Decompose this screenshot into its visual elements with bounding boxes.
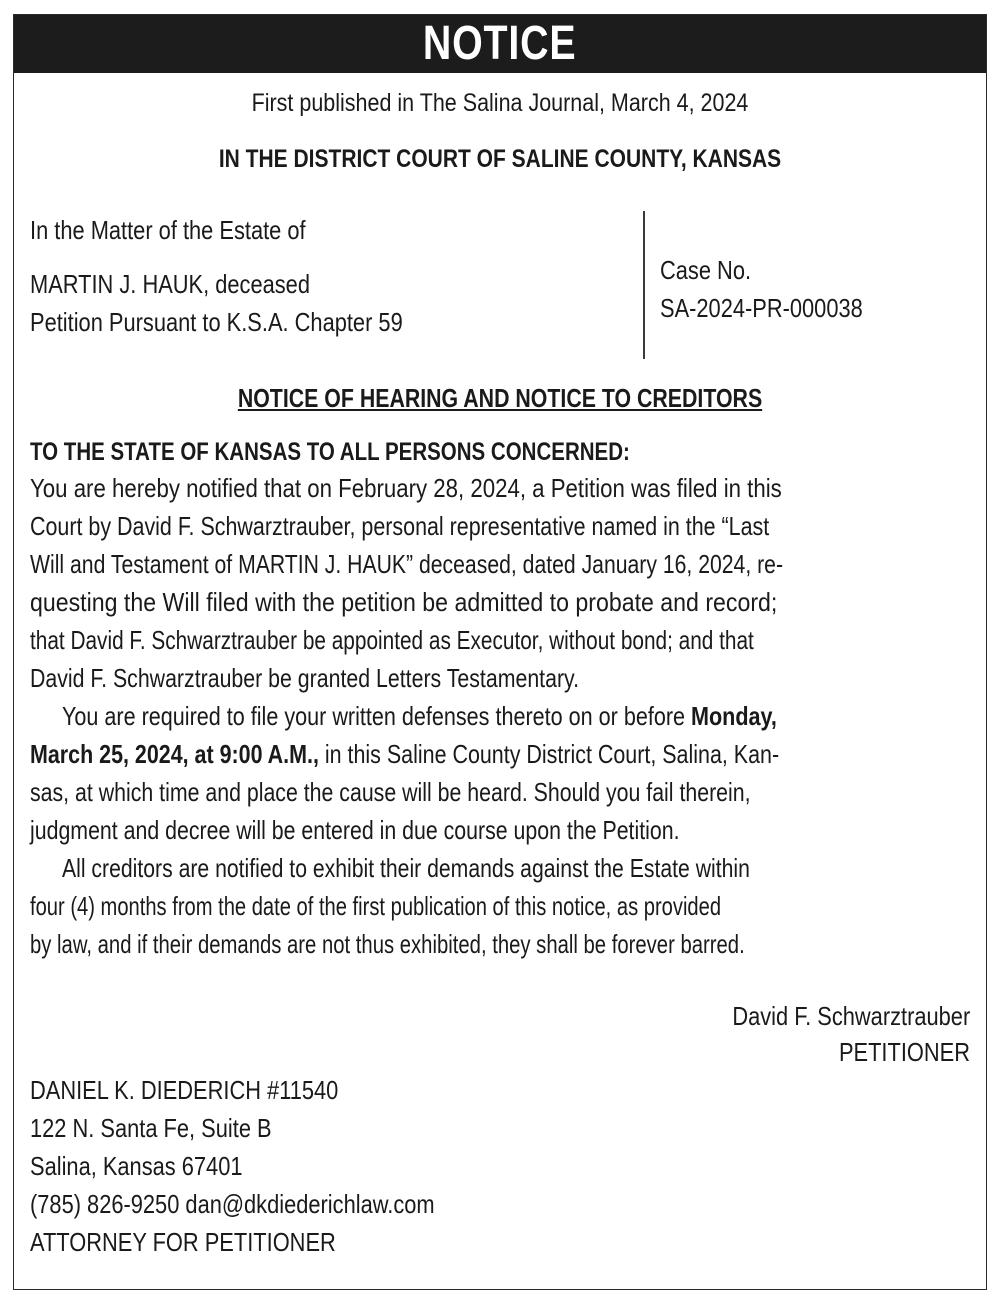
petitioner-role: PETITIONER (838, 1037, 970, 1067)
attorney-role: ATTORNEY FOR PETITIONER (30, 1227, 336, 1257)
notice-frame (13, 14, 987, 1290)
attorney-address-1: 122 N. Santa Fe, Suite B (30, 1113, 272, 1143)
case-label: Case No. (660, 255, 752, 285)
publication-line: First published in The Salina Journal, March 4, 2024 (251, 89, 749, 117)
petitioner-name: David F. Schwarztrauber (732, 1001, 970, 1031)
matter-line: In the Matter of the Estate of (30, 215, 306, 245)
paragraph-line: sas, at which time and place the cause will be heard. Should you fail therein, (30, 777, 751, 807)
hearing-day: Monday, (691, 701, 777, 731)
paragraph-text: in this Saline County District Court, Salina, Kan- (318, 739, 780, 769)
notice-title: NOTICE (423, 17, 577, 70)
paragraph-line: All creditors are notified to exhibit their demands against the Estate within (62, 853, 750, 883)
paragraph-line (30, 739, 779, 770)
salutation: TO THE STATE OF KANSAS TO ALL PERSONS CONCERNED: (30, 438, 630, 466)
paragraph-text: You are required to file your written defenses thereto on or before (62, 701, 692, 731)
paragraph-line: You are hereby notified that on February 28, 2024, a Petition was filed in this (30, 473, 782, 503)
paragraph-line: Court by David F. Schwarztrauber, personal representative named in the “Last (30, 511, 770, 541)
paragraph-line: judgment and decree will be entered in due course upon the Petition. (30, 815, 680, 845)
paragraph-line: that David F. Schwarztrauber be appointed as Executor, without bond; and that (30, 625, 754, 655)
paragraph-line: questing the Will filed with the petition be admitted to probate and record; (30, 587, 778, 617)
attorney-address-2: Salina, Kansas 67401 (30, 1151, 243, 1181)
court-heading: IN THE DISTRICT COURT OF SALINE COUNTY, KANSAS (218, 145, 782, 173)
paragraph-line: by law, and if their demands are not thus exhibited, they shall be forever barred. (30, 929, 745, 959)
attorney-name: DANIEL K. DIEDERICH #11540 (30, 1075, 339, 1105)
notice-banner (14, 15, 986, 73)
decedent-line: MARTIN J. HAUK, deceased (30, 269, 310, 299)
paragraph-line (62, 701, 777, 732)
paragraph-line: David F. Schwarztrauber be granted Letters Testamentary. (30, 663, 580, 693)
paragraph-line: four (4) months from the date of the first publication of this notice, as provided (30, 891, 722, 921)
caption-divider (643, 211, 645, 359)
petition-basis-line: Petition Pursuant to K.S.A. Chapter 59 (30, 307, 403, 337)
section-title: NOTICE OF HEARING AND NOTICE TO CREDITORS (237, 383, 763, 413)
hearing-datetime: March 25, 2024, at 9:00 A.M., (30, 739, 319, 769)
paragraph-line: Will and Testament of MARTIN J. HAUK” deceased, dated January 16, 2024, re- (30, 549, 784, 579)
attorney-contact: (785) 826-9250 dan@dkdiederichlaw.com (30, 1189, 435, 1219)
case-number: SA-2024-PR-000038 (660, 293, 863, 323)
